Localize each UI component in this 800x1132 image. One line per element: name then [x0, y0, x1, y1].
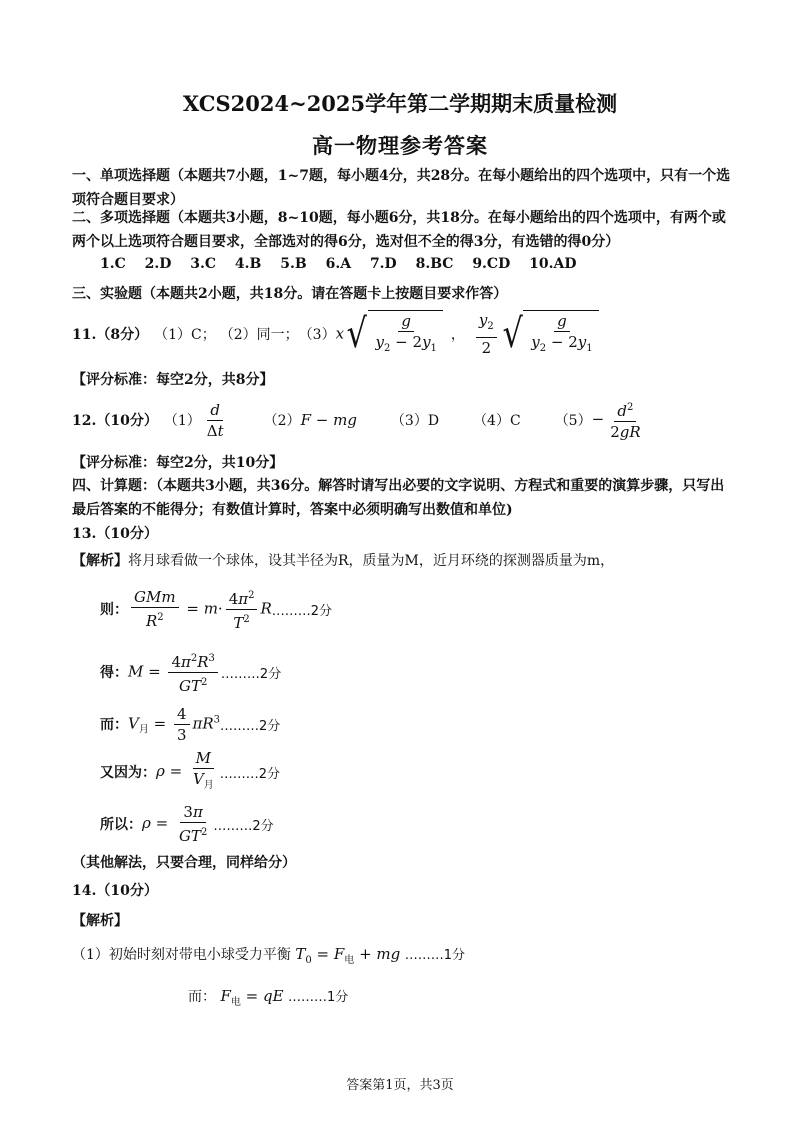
- answer-item: 2.D: [144, 256, 172, 272]
- q14-step-2: 而： $F_电$ = qE ………1分: [188, 987, 349, 1008]
- q11-part2: （2）同一；: [219, 327, 299, 343]
- section-multi-choice: 二、多项选择题（本题共3小题，8~10题，每小题6分，共18分。在每小题给出的四个选项中，有两个或两个以上选项符合题目要求，全部选对的得6分，选对但不全的得3分，有选错的得0分）: [72, 210, 726, 250]
- answer-item: 7.D: [369, 256, 397, 272]
- q12-formula-5: − $\frac{d^2}{2gR}$: [592, 398, 647, 442]
- question-13-label: 13.（10分）: [72, 526, 158, 542]
- question-11-label: 11.（8分）: [72, 327, 149, 343]
- q13-step-2: 得： M = $\frac{4\pi^2R^3}{GT^2}$ ………2分: [100, 648, 281, 696]
- q12-part4: （4）C: [473, 413, 521, 429]
- question-11: 11.（8分） （1）C； （2）同一； （3） x √ $\frac{g}{y_2 - 2y_1}$ ， $\frac{y_2}{2}$ √ $\frac{g}{y_2 - 2y_1}$: [72, 312, 599, 356]
- answer-item: 10.AD: [529, 256, 577, 272]
- answer-item: 9.CD: [472, 256, 511, 272]
- question-14-label: 14.（10分）: [72, 883, 158, 899]
- q12-part1: （1）: [163, 413, 201, 429]
- answer-list: [100, 256, 590, 272]
- answer-item: 1.C: [100, 256, 126, 272]
- q13-analysis-text: 将月球看做一个球体，设其半径为R，质量为M，近月环绕的探测器质量为m，: [128, 553, 615, 569]
- section-calculation: 四、计算题：（本题共3小题，共36分。解答时请写出必要的文字说明、方程式和重要的演算步骤，只写出最后答案的不能得分；有数值计算时，答案中必须明确写出数值和单位): [72, 478, 725, 518]
- q12-part3: （3）D: [390, 413, 440, 429]
- q12-grading: 【评分标准：每空2分，共10分】: [72, 455, 284, 471]
- q11-formula-2: $\frac{y_2}{2}$ √ $\frac{g}{y_2 - 2y_1}$: [473, 310, 599, 359]
- q13-note: （其他解法，只要合理，同样给分）: [72, 855, 296, 871]
- q12-formula-2: F − mg: [300, 411, 357, 429]
- q13-step-4: 又因为： ρ = $\frac{M}{V_月}$ ………2分: [100, 749, 281, 791]
- q11-part1: （1）C；: [154, 327, 216, 343]
- q13-analysis: [72, 550, 614, 570]
- q13-analysis-tag: 【解析】: [72, 553, 128, 569]
- q11-formula-1: x √ $\frac{g}{y_2 - 2y_1}$: [336, 310, 443, 359]
- page-subtitle: 高一物理参考答案: [312, 133, 488, 158]
- section-experiment: 三、实验题（本题共2小题，共18分。请在答题卡上按题目要求作答）: [72, 286, 508, 302]
- section-single-choice: 一、单项选择题（本题共7小题，1~7题，每小题4分，共28分。在每小题给出的四个选项中，只有一个选项符合题目要求）: [72, 168, 731, 208]
- answer-item: 5.B: [280, 256, 307, 272]
- page-footer: 答案第1页，共3页: [346, 1078, 454, 1093]
- answer-item: 4.B: [234, 256, 262, 272]
- q12-formula-1: $\frac{d}{\Delta t}$: [206, 400, 224, 440]
- q11-part3: （3）: [298, 327, 336, 343]
- question-12-label: 12.（10分）: [72, 413, 158, 429]
- question-12: [72, 398, 647, 442]
- q13-step-1: 则： $\frac{\text{GMm}}{R^2}$ = m· $\frac{4\pi^2}{T^2}$ R ………2分: [100, 585, 332, 633]
- q12-part2: （2）: [263, 413, 301, 429]
- answer-item: 3.C: [190, 256, 217, 272]
- q11-grading: 【评分标准：每空2分，共8分】: [72, 372, 274, 388]
- q14-step-1: （1）初始时刻对带电小球受力平衡 $T_0 = F_电$ + mg ………1分: [72, 945, 465, 966]
- answer-item: 6.A: [325, 256, 352, 272]
- q13-step-5: 所以： ρ = $\frac{3\pi}{GT^2}$ ………2分: [100, 803, 274, 845]
- q13-step-3: 而： $V_月$ = $\frac{4}{3}$ $\pi R^3$ ………2分: [100, 704, 281, 744]
- answer-item: 8.BC: [415, 256, 454, 272]
- q12-part5: （5）: [554, 413, 592, 429]
- q14-analysis-tag: 【解析】: [72, 913, 128, 929]
- page-title: XCS2024~2025学年第二学期期末质量检测: [182, 91, 618, 116]
